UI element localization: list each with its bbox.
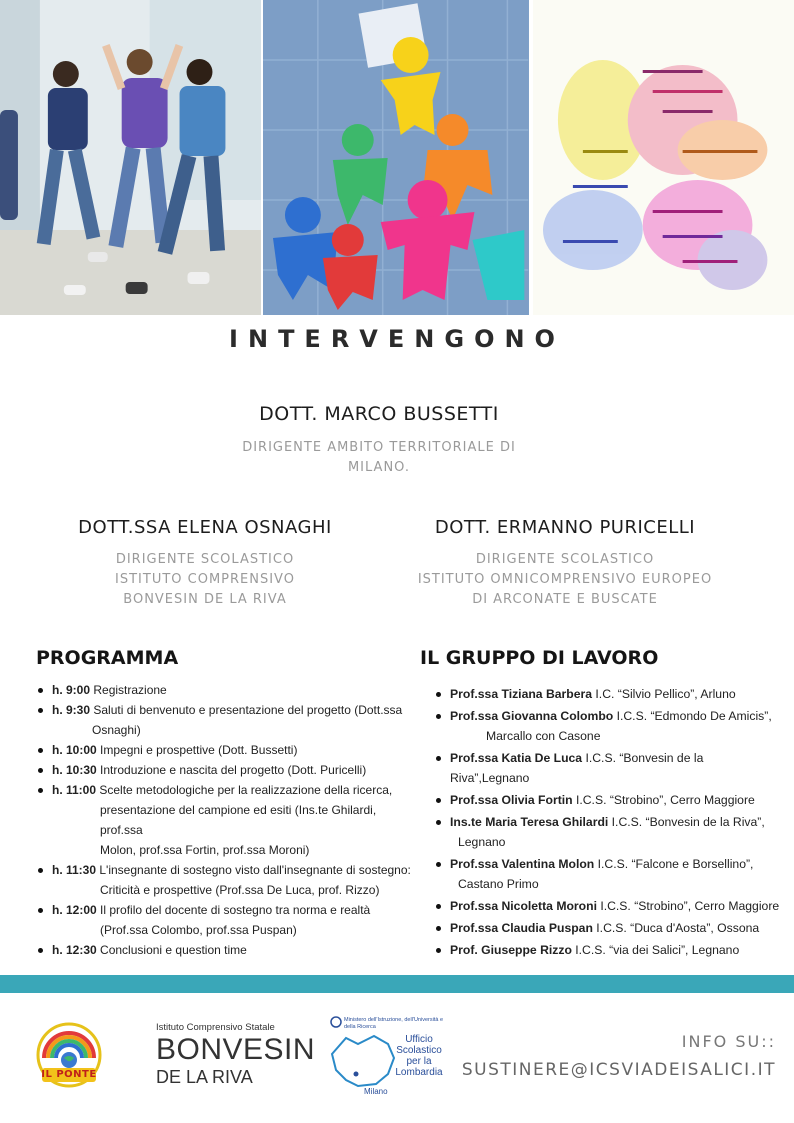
bonvesin-logo <box>156 1022 316 1092</box>
speaker-main-name: DOTT. MARCO BUSSETTI <box>259 403 499 425</box>
speaker-right-name: DOTT. ERMANNO PURICELLI <box>434 517 696 538</box>
info-label: INFO SU:: <box>681 1032 776 1051</box>
bonvesin-big: BONVESIN <box>156 1033 316 1066</box>
photo-puzzle-figures <box>263 0 528 315</box>
intervengono-heading: INTERVENGONO <box>229 325 565 353</box>
gruppo-item: Prof.ssa Giovanna Colombo I.C.S. “Edmondo De Amicis”, Marcallo con Casone <box>434 706 784 746</box>
programma-item: h. 9:00 Registrazione <box>36 680 416 700</box>
gruppo-item: Prof.ssa Tiziana Barbera I.C. “Silvio Pellico”, Arluno <box>434 684 784 704</box>
gruppo-item: Prof.ssa Valentina Molon I.C.S. “Falcone e Borsellino”, Castano Primo <box>434 854 784 894</box>
programma-item: h. 12:30 Conclusioni e question time <box>36 940 416 960</box>
programma-item: h. 10:30 Introduzione e nascita del progetto (Dott. Puricelli) <box>36 760 416 780</box>
bonvesin-small: Istituto Comprensivo Statale <box>156 1022 275 1033</box>
info-email-link[interactable]: SUSTINERE@ICSVIADEISALICI.IT <box>461 1060 776 1080</box>
gruppo-item: Prof.ssa Claudia Puspan I.C.S. “Duca d'Aosta”, Ossona <box>434 918 784 938</box>
photo-children-running <box>0 0 261 315</box>
gruppo-item: Prof. Giuseppe Rizzo I.C.S. “via dei Salici”, Legnano <box>434 940 784 960</box>
programma-item: h. 11:30 L'insegnante di sostegno visto dall'insegnante di sostegno: Criticità e prospettive (Prof.ssa De Luca, prof. Rizzo) <box>36 860 416 900</box>
gruppo-item: Prof.ssa Nicoletta Moroni I.C.S. “Strobino”, Cerro Maggiore <box>434 896 784 916</box>
programma-item: h. 12:00 Il profilo del docente di sostegno tra norma e realtà (Prof.ssa Colombo, prof.ssa Puspan) <box>36 900 416 940</box>
gruppo-title: IL GRUPPO DI LAVORO <box>420 647 659 669</box>
bonvesin-sub: DE LA RIVA <box>156 1067 253 1087</box>
usr-text: Ufficio Scolastico per la Lombardia <box>395 1034 443 1078</box>
programma-item: h. 11:00 Scelte metodologiche per la realizzazione della ricerca, presentazione del campione ed esiti (Ins.te Ghilardi, prof.ssa Molon, prof.ssa Fortin, prof.ssa Moroni) <box>36 780 416 860</box>
gruppo-item: Prof.ssa Olivia Fortin I.C.S. “Strobino”, Cerro Maggiore <box>434 790 784 810</box>
header-photos <box>0 0 794 315</box>
programma-item: h. 10:00 Impegni e prospettive (Dott. Bussetti) <box>36 740 416 760</box>
speaker-left-role: DIRIGENTE SCOLASTICO ISTITUTO COMPRENSIVO BONVESIN DE LA RIVA <box>115 552 295 607</box>
photo-word-cloud <box>533 0 794 315</box>
il-ponte-label: IL PONTE <box>41 1069 97 1080</box>
speaker-main-role: DIRIGENTE AMBITO TERRITORIALE DI MILANO. <box>242 440 516 475</box>
programma-item: h. 9:30 Saluti di benvenuto e presentazione del progetto (Dott.ssa Osnaghi) <box>36 700 416 740</box>
speaker-right-role: DIRIGENTE SCOLASTICO ISTITUTO OMNICOMPRENSIVO EUROPEO DI ARCONATE E BUSCATE <box>417 552 713 607</box>
gruppo-item: Prof.ssa Katia De Luca I.C.S. “Bonvesin de la Riva”,Legnano <box>434 748 784 788</box>
usr-lombardia-logo <box>328 1014 446 1098</box>
gruppo-list <box>434 684 784 962</box>
gruppo-item: Ins.te Maria Teresa Ghilardi I.C.S. “Bonvesin de la Riva”, Legnano <box>434 812 784 852</box>
usr-ministero: Ministero dell'Istruzione, dell'Università e della Ricerca <box>344 1017 444 1030</box>
speaker-left-name: DOTT.SSA ELENA OSNAGHI <box>78 517 332 538</box>
programma-list <box>36 680 416 960</box>
usr-city: Milano <box>364 1087 388 1096</box>
il-ponte-logo <box>36 1022 102 1088</box>
programma-title: PROGRAMMA <box>36 647 179 669</box>
footer-band <box>0 975 794 993</box>
